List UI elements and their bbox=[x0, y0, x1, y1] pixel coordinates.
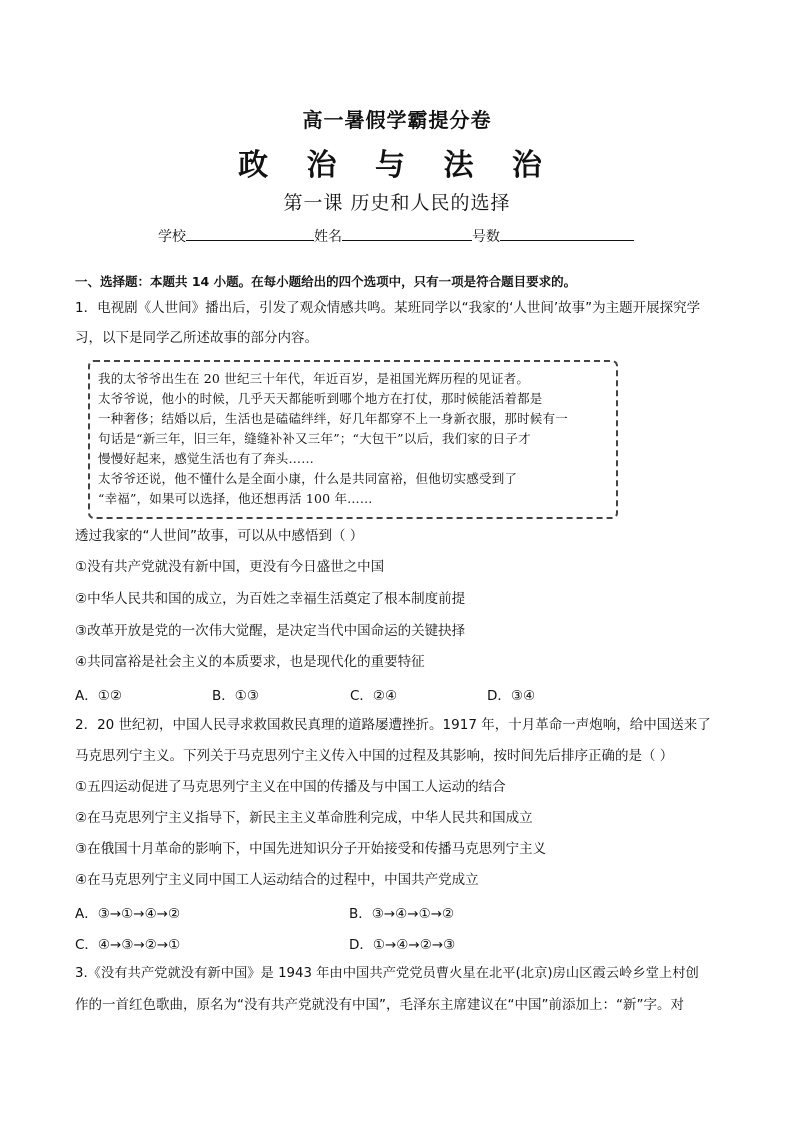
subject-title: 政 治 与 法 治 bbox=[238, 148, 556, 183]
q1-question: 透过我家的“人世间”故事，可以从中感悟到（ ） bbox=[75, 528, 364, 544]
q2-item: ③在俄国十月革命的影响下，中国先进知识分子开始接受和传播马克思列宁主义 bbox=[75, 841, 547, 857]
q2-options-row-1 bbox=[75, 902, 725, 922]
q2-option-d[interactable]: D．①→④→②→③ bbox=[349, 937, 456, 953]
quote-line: 慢慢好起来，感觉生活也有了奔头…… bbox=[98, 451, 314, 466]
lesson-title: 第一课 历史和人民的选择 bbox=[283, 192, 511, 214]
q1-stem-line-1: 1．电视剧《人世间》播出后，引发了观众情感共鸣。某班同学以“我家的‘人世间’故事”为主题开展探究学 bbox=[75, 300, 701, 316]
q2-item: ②在马克思列宁主义指导下，新民主主义革命胜利完成，中华人民共和国成立 bbox=[75, 810, 533, 826]
q2-item: ①五四运动促进了马克思列宁主义在中国的传播及与中国工人运动的结合 bbox=[75, 779, 506, 795]
q3-stem-line-1: 3.《没有共产党就没有新中国》是 1943 年由中国共产党党员曹火星在北平(北京)房山区霞云岭乡堂上村创 bbox=[75, 966, 699, 981]
quote-line: 太爷爷还说，他不懂什么是全面小康，什么是共同富裕，但他切实感受到了 bbox=[98, 471, 518, 486]
school-label: 学校 bbox=[158, 229, 186, 245]
q2-stem-line-1: 2．20 世纪初，中国人民寻求救国救民真理的道路屡遭挫折。1917 年，十月革命一声炮响，给中国送来了 bbox=[75, 717, 711, 733]
q1-item: ②中华人民共和国的成立，为百姓之幸福生活奠定了根本制度前提 bbox=[75, 591, 466, 607]
section-heading: 一、选择题：本题共 14 小题。在每小题给出的四个选项中，只有一项是符合题目要求的。 bbox=[75, 274, 577, 289]
number-label: 号数 bbox=[472, 229, 500, 245]
q2-option-a[interactable]: A．③→①→④→② bbox=[75, 906, 181, 922]
school-blank[interactable] bbox=[186, 226, 314, 241]
q1-option-c[interactable]: C．②④ bbox=[350, 688, 398, 704]
q3-stem-line-2: 作的一首红色歌曲，原名为“没有共产党就没有中国”，毛泽东主席建议在“中国”前添加上：“新”字。对 bbox=[75, 997, 684, 1013]
q2-option-c[interactable]: C．④→③→②→① bbox=[75, 937, 181, 953]
q1-quote-box bbox=[88, 360, 618, 519]
q1-item: ③改革开放是党的一次伟大觉醒，是决定当代中国命运的关键抉择 bbox=[75, 623, 466, 639]
quote-line: 一种奢侈；结婚以后，生活也是磕磕绊绊，好几年都穿不上一身新衣服，那时候有一 bbox=[98, 411, 568, 426]
quote-line: 句话是“新三年，旧三年，缝缝补补又三年”；“大包干”以后，我们家的日子才 bbox=[98, 431, 531, 446]
quote-line: “幸福”，如果可以选择，他还想再活 100 年…… bbox=[98, 491, 373, 506]
exam-series-title: 高一暑假学霸提分卷 bbox=[302, 108, 492, 132]
student-info-line bbox=[158, 226, 658, 246]
quote-line: 我的太爷爷出生在 20 世纪三十年代，年近百岁，是祖国光辉历程的见证者。 bbox=[98, 371, 530, 386]
q1-item: ④共同富裕是社会主义的本质要求，也是现代化的重要特征 bbox=[75, 654, 425, 670]
q1-stem-line-2: 习，以下是同学乙所述故事的部分内容。 bbox=[75, 330, 318, 346]
q2-item: ④在马克思列宁主义同中国工人运动结合的过程中，中国共产党成立 bbox=[75, 872, 479, 888]
number-blank[interactable] bbox=[500, 226, 634, 241]
q1-option-d[interactable]: D．③④ bbox=[487, 688, 536, 704]
name-label: 姓名 bbox=[314, 229, 342, 245]
q1-item: ①没有共产党就没有新中国，更没有今日盛世之中国 bbox=[75, 559, 385, 575]
q2-stem-line-2: 马克思列宁主义。下列关于马克思列宁主义传入中国的过程及其影响，按时间先后排序正确的是（ ） bbox=[75, 748, 674, 764]
name-blank[interactable] bbox=[342, 226, 472, 241]
q2-option-b[interactable]: B．③→④→①→② bbox=[349, 906, 455, 922]
q1-option-a[interactable]: A．①② bbox=[75, 688, 122, 704]
q1-option-b[interactable]: B．①③ bbox=[212, 688, 259, 704]
quote-line: 太爷爷说，他小的时候，几乎天天都能听到哪个地方在打仗，那时候能活着都是 bbox=[98, 391, 543, 406]
q1-options bbox=[75, 684, 725, 704]
q2-options-row-2 bbox=[75, 933, 725, 953]
